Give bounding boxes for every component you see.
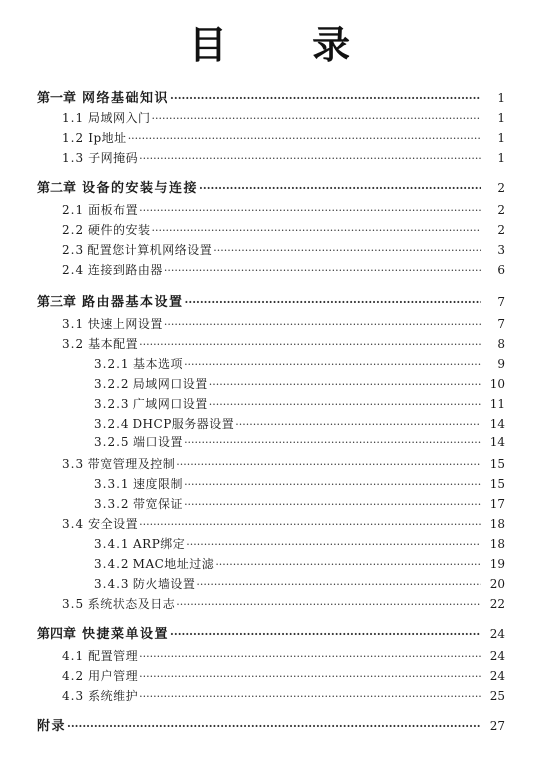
toc-entry-section[interactable] — [62, 222, 505, 238]
entry-title: 配置管理 — [88, 649, 139, 663]
toc-entry-chapter[interactable] — [37, 90, 505, 106]
toc-entry-section[interactable] — [62, 262, 505, 278]
dot-leader — [184, 435, 481, 451]
toc-entry-section[interactable] — [62, 456, 505, 472]
dot-leader — [139, 669, 481, 685]
entry-title: 安全设置 — [88, 517, 139, 531]
entry-page: 10 — [489, 377, 505, 391]
entry-page: 1 — [497, 151, 505, 165]
dot-leader — [235, 417, 481, 433]
entry-title: 广域网口设置 — [132, 397, 208, 411]
entry-title: Ip地址 — [88, 131, 127, 145]
toc-entry-section[interactable] — [62, 316, 505, 332]
entry-number: 3.4.3 — [94, 577, 130, 591]
dot-leader — [170, 91, 481, 107]
page-title: 目 录 — [188, 22, 387, 67]
entry-page: 8 — [497, 337, 505, 351]
entry-page: 22 — [489, 597, 505, 611]
dot-leader — [184, 497, 481, 513]
toc-entry-section[interactable] — [62, 110, 505, 126]
entry-number: 第一章 — [37, 91, 77, 106]
entry-number: 2.1 — [62, 203, 85, 217]
entry-number: 1.2 — [62, 131, 85, 145]
entry-page: 24 — [489, 669, 505, 683]
dot-leader — [151, 111, 481, 127]
entry-number: 3.2.1 — [94, 357, 130, 371]
toc-entry-section[interactable] — [62, 668, 505, 684]
entry-page: 19 — [489, 557, 505, 571]
dot-leader — [215, 557, 481, 573]
entry-page: 15 — [489, 457, 505, 471]
dot-leader — [139, 649, 481, 665]
entry-title: ARP绑定 — [133, 537, 186, 551]
entry-number: 3.3.1 — [94, 477, 130, 491]
entry-page: 24 — [489, 627, 505, 641]
entry-title: 路由器基本设置 — [82, 295, 184, 310]
entry-title: 局域网入门 — [87, 111, 151, 125]
dot-leader — [164, 263, 481, 279]
dot-leader — [139, 517, 481, 533]
entry-page: 14 — [489, 435, 505, 449]
toc-entry-chapter[interactable] — [37, 180, 505, 196]
dot-leader — [184, 357, 481, 373]
toc-entry-subsection[interactable] — [94, 576, 505, 592]
toc-entry-subsection[interactable] — [94, 396, 505, 412]
entry-number: 2.4 — [62, 263, 85, 277]
entry-title: 配置您计算机网络设置 — [87, 243, 213, 257]
entry-page: 27 — [489, 719, 505, 733]
entry-number: 3.4.1 — [94, 537, 130, 551]
toc-entry-section[interactable] — [62, 242, 505, 258]
entry-number: 4.1 — [62, 649, 85, 663]
entry-number: 3.2.4 — [94, 417, 130, 431]
entry-title: 硬件的安装 — [87, 223, 151, 237]
dot-leader — [164, 317, 481, 333]
toc-entry-subsection[interactable] — [94, 376, 505, 392]
dot-leader — [151, 223, 481, 239]
entry-title: 端口设置 — [133, 435, 184, 449]
entry-number: 1.1 — [62, 111, 85, 125]
entry-number: 1.3 — [62, 151, 85, 165]
entry-page: 7 — [497, 295, 505, 309]
entry-title: 快速上网设置 — [87, 317, 163, 331]
dot-leader — [176, 457, 481, 473]
toc-entry-subsection[interactable] — [94, 434, 505, 450]
entry-title: 网络基础知识 — [82, 91, 170, 106]
toc-entry-section[interactable] — [62, 202, 505, 218]
entry-number: 第三章 — [37, 295, 77, 310]
toc-entry-section[interactable] — [62, 336, 505, 352]
toc-entry-section[interactable] — [62, 688, 505, 704]
dot-leader — [209, 377, 481, 393]
entry-page: 9 — [497, 357, 505, 371]
entry-number: 3.3 — [62, 457, 85, 471]
dot-leader — [128, 131, 481, 147]
entry-title: 带宽管理及控制 — [87, 457, 176, 471]
entry-title: MAC地址过滤 — [132, 557, 215, 571]
entry-title: 局域网口设置 — [132, 377, 208, 391]
dot-leader — [67, 719, 481, 735]
entry-page: 1 — [497, 131, 505, 145]
entry-page: 20 — [489, 577, 505, 591]
entry-page: 18 — [489, 517, 505, 531]
entry-number: 3.2.3 — [94, 397, 130, 411]
entry-page: 2 — [497, 181, 505, 195]
dot-leader — [139, 689, 481, 705]
dot-leader — [139, 151, 481, 167]
entry-title: 附录 — [37, 719, 67, 734]
entry-title: 子网掩码 — [88, 151, 139, 165]
toc-entry-section[interactable] — [62, 516, 505, 532]
dot-leader — [139, 203, 481, 219]
entry-page: 7 — [497, 317, 505, 331]
entry-page: 2 — [497, 223, 505, 237]
entry-page: 11 — [489, 397, 505, 411]
toc-entry-appendix[interactable] — [37, 718, 505, 734]
entry-number: 3.5 — [62, 597, 85, 611]
entry-title: 基本配置 — [88, 337, 139, 351]
entry-number: 3.2.5 — [94, 435, 130, 449]
entry-title: 速度限制 — [133, 477, 184, 491]
entry-title: 用户管理 — [88, 669, 139, 683]
dot-leader — [184, 477, 481, 493]
entry-number: 4.2 — [62, 669, 85, 683]
toc-entry-chapter[interactable] — [37, 626, 505, 642]
entry-title: 连接到路由器 — [87, 263, 163, 277]
entry-title: 防火墙设置 — [132, 577, 196, 591]
entry-number: 第二章 — [37, 181, 77, 196]
entry-page: 6 — [497, 263, 505, 277]
entry-number: 3.4 — [62, 517, 85, 531]
dot-leader — [199, 181, 481, 197]
toc-entry-section[interactable] — [62, 130, 505, 146]
toc-entry-chapter[interactable] — [37, 294, 505, 310]
entry-number: 第四章 — [37, 627, 77, 642]
entry-title: 系统状态及日志 — [87, 597, 176, 611]
toc-entry-section[interactable] — [62, 150, 505, 166]
dot-leader — [170, 627, 481, 643]
entry-number: 3.4.2 — [94, 557, 130, 571]
dot-leader — [139, 337, 481, 353]
dot-leader — [185, 295, 481, 311]
entry-title: 快捷菜单设置 — [82, 627, 170, 642]
entry-number: 3.1 — [62, 317, 85, 331]
toc-entry-section[interactable] — [62, 596, 505, 612]
toc-entry-subsection[interactable] — [94, 476, 505, 492]
entry-number: 3.3.2 — [94, 497, 130, 511]
entry-page: 1 — [497, 91, 505, 105]
entry-title: 面板布置 — [88, 203, 139, 217]
entry-number: 2.3 — [62, 243, 85, 257]
entry-page: 25 — [489, 689, 505, 703]
toc-entry-subsection[interactable] — [94, 536, 505, 552]
toc-entry-section[interactable] — [62, 648, 505, 664]
entry-page: 24 — [489, 649, 505, 663]
dot-leader — [196, 577, 481, 593]
entry-page: 18 — [489, 537, 505, 551]
entry-number: 3.2 — [62, 337, 85, 351]
entry-page: 14 — [489, 417, 505, 431]
entry-title: 系统维护 — [88, 689, 139, 703]
toc-entry-subsection[interactable] — [94, 356, 505, 372]
dot-leader — [213, 243, 481, 259]
entry-number: 2.2 — [62, 223, 85, 237]
toc-entry-subsection[interactable] — [94, 496, 505, 512]
dot-leader — [186, 537, 481, 553]
dot-leader — [176, 597, 481, 613]
entry-title: 带宽保证 — [133, 497, 184, 511]
entry-title: 设备的安装与连接 — [82, 181, 199, 196]
toc-entry-subsection[interactable] — [94, 416, 505, 432]
dot-leader — [209, 397, 481, 413]
entry-page: 17 — [489, 497, 505, 511]
entry-page: 2 — [497, 203, 505, 217]
toc-entry-subsection[interactable] — [94, 556, 505, 572]
entry-page: 15 — [489, 477, 505, 491]
entry-page: 3 — [497, 243, 505, 257]
entry-number: 4.3 — [62, 689, 85, 703]
entry-title: DHCP服务器设置 — [132, 417, 235, 431]
entry-title: 基本选项 — [133, 357, 184, 371]
entry-page: 1 — [497, 111, 505, 125]
entry-number: 3.2.2 — [94, 377, 130, 391]
